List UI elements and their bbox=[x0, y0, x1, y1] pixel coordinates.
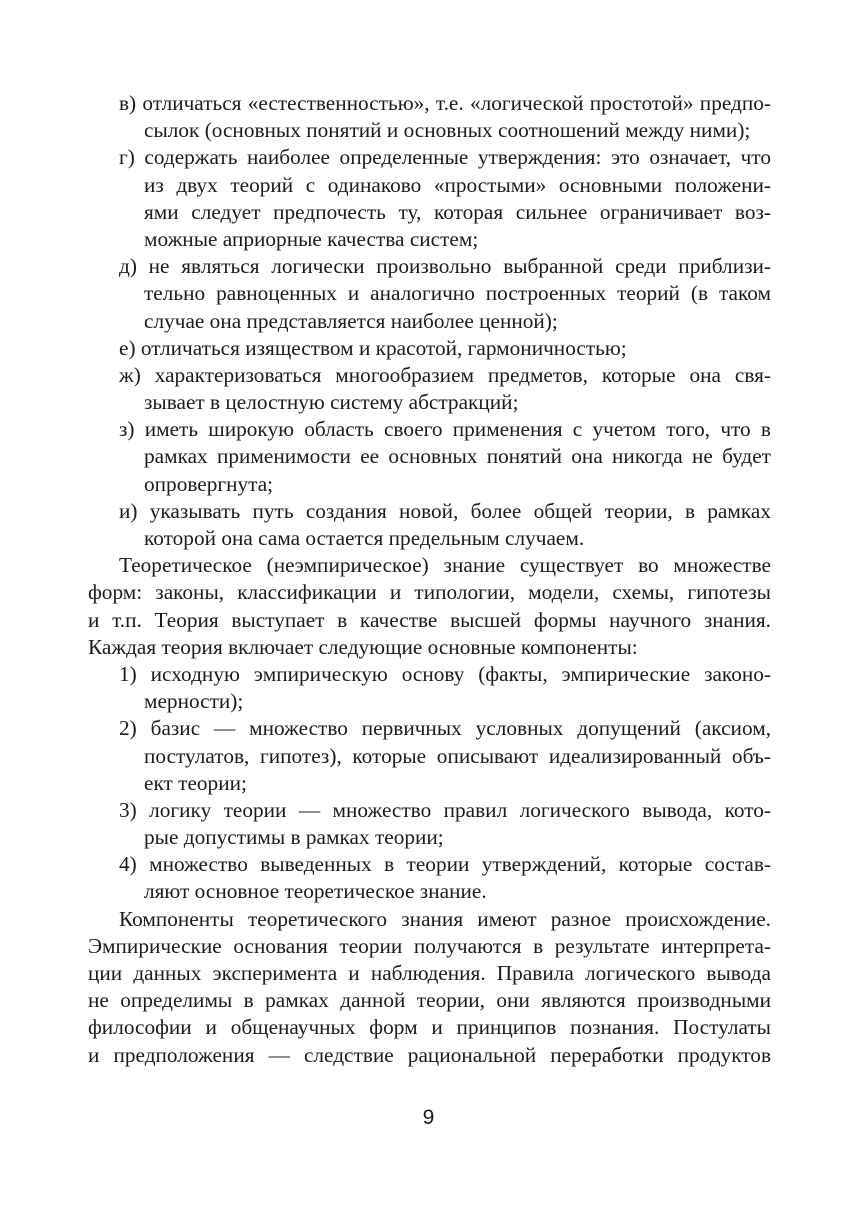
page-body bbox=[88, 90, 771, 1069]
text-line: г) содержать наиболее определенные утверждения: это означает, что bbox=[119, 145, 771, 170]
list-item-g bbox=[88, 144, 771, 253]
text-line: рые допустимы в рамках теории; bbox=[144, 825, 444, 850]
text-line: опровергнута; bbox=[144, 471, 274, 496]
paragraph-components-origin bbox=[88, 906, 771, 1069]
text-line: е) отличаться изяществом и красотой, гармоничностью; bbox=[119, 335, 627, 360]
page-number: 9 bbox=[422, 1106, 435, 1129]
text-line: д) не являться логически произвольно выбранной среди приблизи- bbox=[119, 254, 771, 279]
text-line: Теоретическое (неэмпирическое) знание существует во множестве bbox=[119, 553, 771, 578]
text-line: тельно равноценных и аналогично построенных теорий (в таком bbox=[144, 281, 771, 306]
text-line: рамках применимости ее основных понятий она никогда не будет bbox=[144, 444, 771, 469]
text-line: мерности); bbox=[144, 689, 244, 714]
text-line: форм: законы, классификации и типологии, модели, схемы, гипотезы bbox=[88, 580, 771, 605]
list-item-z bbox=[88, 416, 771, 498]
text-line: Каждая теория включает следующие основные компоненты: bbox=[88, 634, 638, 659]
text-line: Компоненты теоретического знания имеют разное происхождение. bbox=[119, 906, 771, 931]
text-line: 3) логику теории — множество правил логического вывода, кото- bbox=[119, 797, 771, 822]
text-line: не определимы в рамках данной теории, они являются производными bbox=[88, 988, 771, 1013]
numbered-list bbox=[88, 661, 771, 906]
lettered-list bbox=[88, 90, 771, 552]
text-line: 2) базис — множество первичных условных допущений (аксиом, bbox=[119, 716, 771, 741]
text-line: з) иметь широкую область своего применения с учетом того, что в bbox=[119, 417, 771, 442]
list-item-zh bbox=[88, 362, 771, 416]
text-line: из двух теорий с одинаково «простыми» основными положени- bbox=[144, 172, 771, 197]
text-line: 4) множество выведенных в теории утверждений, которые состав- bbox=[119, 852, 771, 877]
list-item-3 bbox=[88, 797, 771, 851]
text-line: 1) исходную эмпирическую основу (факты, эмпирические законо- bbox=[119, 661, 771, 686]
text-line: и предположения — следствие рациональной переработки продуктов bbox=[88, 1042, 771, 1067]
text-line: ями следует предпочесть ту, которая сильнее ограничивает воз- bbox=[144, 199, 771, 224]
text-line: которой она сама остается предельным случаем. bbox=[144, 526, 585, 550]
text-line: философии и общенаучных форм и принципов познания. Постулаты bbox=[88, 1015, 771, 1040]
text-line: и т.п. Теория выступает в качестве высшей формы научного знания. bbox=[88, 607, 771, 632]
list-item-2 bbox=[88, 715, 771, 797]
list-item-e bbox=[88, 335, 771, 362]
list-item-1 bbox=[88, 661, 771, 715]
text-line: ции данных эксперимента и наблюдения. Правила логического вывода bbox=[88, 961, 771, 985]
list-item-v bbox=[88, 90, 771, 144]
text-line: в) отличаться «естественностью», т.е. «логической простотой» предпо- bbox=[119, 91, 771, 115]
text-line: постулатов, гипотез), которые описывают идеализированный объ- bbox=[144, 743, 771, 768]
text-line: ляют основное теоретическое знание. bbox=[144, 879, 487, 904]
text-line: можные априорные качества систем; bbox=[144, 226, 479, 251]
text-line: и) указывать путь создания новой, более общей теории, в рамках bbox=[119, 498, 771, 523]
text-line: сылок (основных понятий и основных соотношений между ними); bbox=[144, 118, 751, 143]
text-line: случае она представляется наиболее ценной); bbox=[144, 308, 558, 333]
list-item-d bbox=[88, 253, 771, 335]
paragraph-theoretical-knowledge bbox=[88, 552, 771, 661]
text-line: Эмпирические основания теории получаются в результате интерпрета- bbox=[88, 933, 771, 958]
text-line: ект теории; bbox=[144, 770, 247, 795]
list-item-i bbox=[88, 498, 771, 552]
text-line: ж) характеризоваться многообразием предметов, которые она свя- bbox=[119, 362, 771, 387]
list-item-4 bbox=[88, 851, 771, 905]
text-line: зывает в целостную систему абстракций; bbox=[144, 390, 519, 415]
